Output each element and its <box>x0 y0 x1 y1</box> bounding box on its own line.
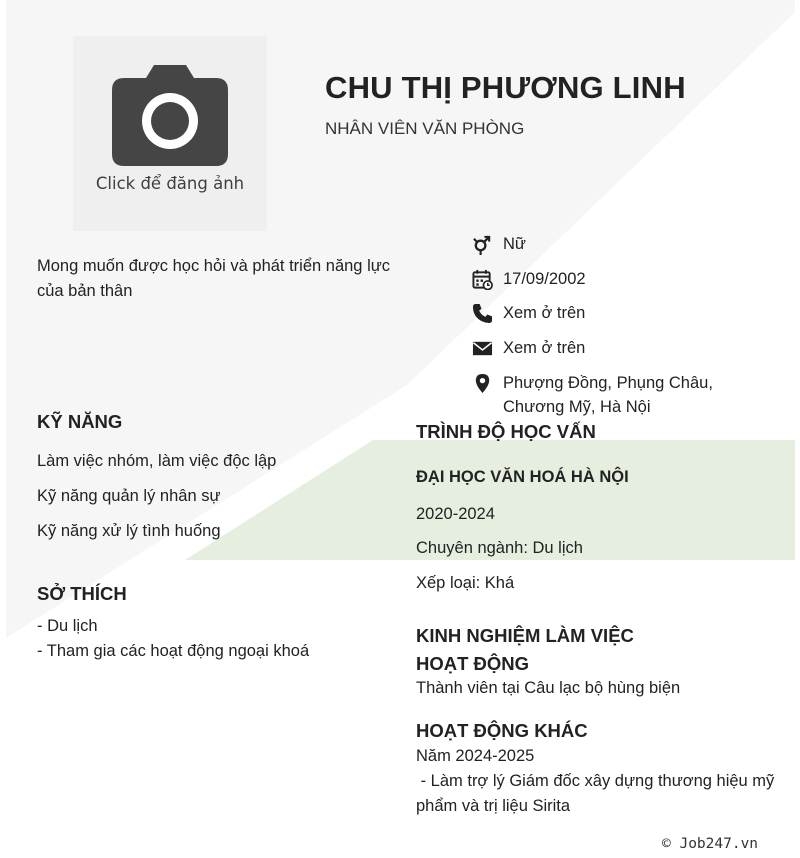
footer-watermark: © Job247.vn <box>662 836 759 852</box>
other-activities-text: - Làm trợ lý Giám đốc xây dựng thương hiệu mỹ phẩm và trị liệu Sirita <box>416 772 779 815</box>
phone-value: Xem ở trên <box>503 304 586 322</box>
skill-item: Kỹ năng quản lý nhân sự <box>37 487 221 505</box>
phone-row <box>472 301 585 325</box>
photo-upload[interactable] <box>73 36 267 231</box>
calendar-icon <box>472 269 493 290</box>
skill-item: Kỹ năng xử lý tình huống <box>37 522 221 540</box>
address-row <box>472 371 763 419</box>
hobby-item: - Du lịch <box>37 617 98 635</box>
gender-value: Nữ <box>503 235 526 253</box>
email-row <box>472 336 585 360</box>
birthday-value: 17/09/2002 <box>503 270 586 288</box>
other-activities-title: HOẠT ĐỘNG KHÁC <box>416 720 588 741</box>
education-grade: Xếp loại: Khá <box>416 574 515 592</box>
career-objective: Mong muốn được học hỏi và phát triển năng lực của bản thân <box>37 257 391 300</box>
activities-text: Thành viên tại Câu lạc bộ hùng biện <box>416 679 681 697</box>
education-major: Chuyên ngành: Du lịch <box>416 539 583 557</box>
candidate-name: CHU THỊ PHƯƠNG LINH <box>325 70 686 105</box>
hobbies-title: SỞ THÍCH <box>37 583 127 604</box>
location-pin-icon <box>472 373 493 394</box>
email-value: Xem ở trên <box>503 339 586 357</box>
camera-icon <box>112 64 228 166</box>
birthday-row <box>472 267 586 291</box>
gender-icon <box>472 234 493 255</box>
phone-icon <box>472 303 493 324</box>
education-period: 2020-2024 <box>416 505 495 523</box>
skill-item: Làm việc nhóm, làm việc độc lập <box>37 452 277 470</box>
gender-row <box>472 232 526 256</box>
school-name: ĐẠI HỌC VĂN HOÁ HÀ NỘI <box>416 468 629 486</box>
photo-upload-label: Click để đăng ảnh <box>95 174 245 193</box>
other-activities-year: Năm 2024-2025 <box>416 747 535 765</box>
education-title: TRÌNH ĐỘ HỌC VẤN <box>416 421 596 442</box>
email-icon <box>472 338 493 359</box>
activities-title: HOẠT ĐỘNG <box>416 653 530 674</box>
skills-title: KỸ NĂNG <box>37 411 123 432</box>
candidate-position: NHÂN VIÊN VĂN PHÒNG <box>325 119 525 138</box>
experience-title: KINH NGHIỆM LÀM VIỆC <box>416 625 634 646</box>
address-value: Phượng Đồng, Phụng Châu, Chương Mỹ, Hà Nội <box>503 374 713 416</box>
hobby-item: - Tham gia các hoạt động ngoại khoá <box>37 642 310 660</box>
